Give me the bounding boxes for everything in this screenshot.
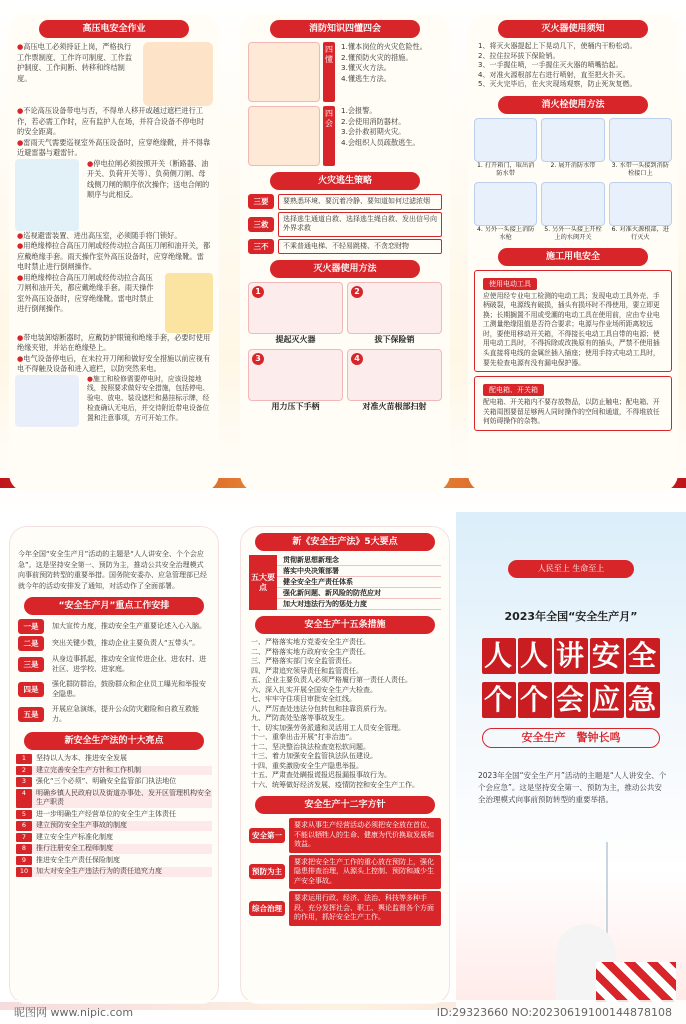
section-title: 高压电安全作业: [39, 20, 189, 38]
list-item: 7 建立安全生产标准化制度: [16, 833, 212, 843]
rule-item: 1、将灭火器提起上下晃动几下，使桶内干粉松动。: [478, 42, 637, 50]
policy-tag: 安全第一: [249, 828, 285, 843]
list-item: 1.会报警。: [341, 106, 377, 115]
measure-item: 四、严肃追究领导责任和监管责任。: [251, 666, 363, 675]
paragraph: 应使用经专业电工检测的电动工具；发现电动工具外壳、手柄破裂，电源线有破损，插头有损坏时不得使用，要立即更换；长期搁置不用或受潮的电动工具在使用前，应由专业电工测量绝缘阻值是否符合要求；电源与作业场所距离较远时，要使用移动开关箱，不得接长电动工具自带的电源；使用电动工具时，不得拆除或改换原有的插头，严禁不使用插头直接将电线的金属丝插入插座；使用手持式电动工具时，要先检查电源有没有漏电保护器。: [483, 291, 660, 367]
extinguisher-step: 1 提起灭火器: [248, 282, 343, 345]
worker-illustration: [143, 42, 213, 106]
cover-panel: [456, 512, 686, 1024]
measure-item: 八、严厉查处违法分包转包和挂靠资质行为。: [251, 704, 391, 713]
column-fire-knowledge: [240, 14, 450, 492]
section-title: 新《安全生产法》5大要点: [255, 533, 435, 551]
task-tag: 四是: [18, 682, 44, 697]
list-item: 6 建立预防安全生产事故的制度: [16, 821, 212, 831]
section-title: 消防知识四懂四会: [270, 20, 420, 38]
rule-item: 3、一手握住喷，一手握住灭火器的喷嘴拾起。: [478, 61, 623, 69]
measure-item: 一、严格落实地方党委安全生产责任。: [251, 638, 370, 646]
rule-item: 2、拉住拉环拔下保险销。: [478, 51, 560, 60]
list-item: 8 推行注册安全工程师制度: [16, 844, 212, 854]
five-points: [249, 555, 441, 610]
extinguisher-step: 2 拔下保险销: [347, 282, 442, 345]
paragraph: ●电气设备停电后，在未拉开刀闸和做好安全措施以前应视有电不得触及设备和进入遮栏，以防突然来电。: [17, 353, 211, 373]
task-tag: 三是: [18, 657, 44, 672]
section-title: 施工用电安全: [498, 248, 648, 266]
escape-text: 要熟悉环境、要沉着冷静、要知道如何过滤浓烟: [278, 194, 442, 210]
extinguisher-step: 3 用力压下手柄: [248, 349, 343, 412]
intro-paragraph: 今年全国“安全生产月”活动的主题是“人人讲安全、个个会应急”。这是坚持安全第一、预防为主，推动公共安全治理模式向事前预防转型的重要举措。国务院安委办、应急管理部已经就今年的活动安排发了通知，对活动作了全面部署。: [18, 550, 207, 590]
measure-item: 十三、着力加强安全监管执法队伍建设。: [251, 752, 377, 760]
measure-item: 十二、坚决整治执法检查宽松软问题。: [251, 742, 370, 751]
hydrant-step: 2. 展开消防水带: [541, 118, 604, 178]
paragraph: ●用绝缘棒拉合高压刀闸或经传动拉合高压刀闸和油开关，都应戴绝缘手套。雨天操作室外高压设备时，应穿绝缘靴。雷电时禁止进行倒闸操作。: [17, 241, 211, 271]
four-can-label: 四会: [323, 106, 335, 166]
measure-item: 十六、统筹做好经济发展、疫情防控和安全生产工作。: [251, 780, 419, 789]
hydrant-step: 1. 打开箱门，取出消防水带: [474, 118, 537, 178]
list-item: 2 建立完善安全生产方针和工作机制: [16, 766, 212, 776]
measure-item: 十一、重拳出击开展“打非治违”。: [251, 733, 357, 741]
column-high-voltage: [9, 14, 219, 492]
paragraph: ●不论高压设备带电与否，不得单人移开或越过遮栏进行工作，若必需工作时，应有监护人在场，并符合设备不停电时的安全距离。: [17, 106, 204, 136]
four-understand-label: 四懂: [323, 42, 335, 102]
subsection-tag: 配电箱、开关箱: [483, 384, 544, 396]
hydrant-step: 5. 另外一头接上开栓上的水阀开关: [541, 182, 604, 242]
point-item: 贯彻新思想新理念: [277, 555, 441, 566]
column-safety-month: [9, 526, 219, 1004]
watermark-right: ID:29323660 NO:20230619100144878108: [436, 1005, 672, 1019]
list-item: 4 明确乡镇人民政府以及街道办事处、发开区管理机构安全生产职责: [16, 789, 212, 808]
section-title: 安全生产十二字方针: [255, 796, 435, 814]
hydrant-step: 3. 水带一头接到消防栓接口上: [609, 118, 672, 178]
distribution-box: [474, 376, 672, 431]
cover-year-title: 2023年全国“安全生产月”: [504, 610, 638, 623]
cover-motto: 安全生产 警钟长鸣: [482, 728, 660, 748]
list-item: 5 进一步明确生产经营单位的安全生产主体责任: [16, 810, 212, 820]
task-text: 突出关键少数，推动企业主要负责人“五带头”。: [52, 638, 200, 647]
list-item: 9 推进安全生产责任保险制度: [16, 856, 212, 866]
measure-item: 六、深入扎实开展全国安全生产大检查。: [251, 685, 377, 694]
list-item: 2.懂预防火灾的措施。: [341, 52, 413, 62]
section-title: 消火栓使用方法: [498, 96, 648, 114]
watermark-bar: [0, 1000, 686, 1024]
watermark-left: 昵图网 www.nipic.com: [14, 1006, 134, 1019]
escape-text: 不乘普通电梯、不轻易跳楼、不贪恋财物: [278, 239, 442, 255]
extinguisher-step: 4 对准火苗根部扫射: [347, 349, 442, 412]
five-points-label: 五大要点: [249, 555, 277, 610]
list-item: 3 强化“三个必须”、明确安全监管部门执法地位: [16, 777, 212, 787]
hydrant-step: 6. 对准火源根部，进行灭火: [609, 182, 672, 242]
measure-item: 五、企业主要负责人必须严格履行第一责任人责任。: [251, 676, 412, 684]
slogan-banner: 人民至上 生命至上: [508, 560, 634, 578]
policy-tag: 预防为主: [249, 864, 285, 879]
highlights-list: [16, 754, 212, 877]
list-item: 3.会扑救初期火灾。: [341, 127, 406, 136]
rule-item: 5、灭火完毕后，在火灾现场观察，防止死灰复燃。: [478, 80, 637, 88]
measure-item: 七、牢牢守住项目审批安全红线。: [251, 695, 356, 703]
list-item: 3.懂灭火方法。: [341, 63, 391, 72]
paragraph: ●停电拉闸必须按照开关（断路器、油开关、负荷开关等）、负荷侧刀闸、母线侧刀闸的顺序依次操作；送电合闸的顺序与此相反。: [87, 158, 210, 199]
policy-text: 要求把安全生产工作的重心放在预防上，强化隐患排查治理，从源头上控制、预防和减少生产安全事故。: [289, 855, 441, 890]
escape-tag: 三要: [248, 194, 274, 209]
section-title: 火灾逃生策略: [270, 172, 420, 190]
paragraph: ●施工和检修需要停电时，应该设接地线，按照要求做好安全措施，包括停电、验电、放电、装设遮栏和悬挂标示牌，经检查确认无电后，并交待附近带电设备位置和注意事项，方可开始工作。: [87, 374, 210, 422]
task-text: 开展应急演练，提升公众防灾避险和自救互救能力。: [52, 705, 199, 723]
list-item: 4.会组织人员疏散逃生。: [341, 137, 420, 147]
policy-text: 要求从事生产经营活动必须把安全放在首位，不能以牺牲人的生命、健康为代价换取发展和效益。: [289, 818, 441, 853]
escape-text: 选择逃生通道自救、选择逃生绳自救、发出信号向外界求救: [278, 212, 442, 237]
cover-main-title-line2: 个 个 会 应 急: [483, 683, 658, 716]
policy-text: 要求运用行政、经济、法治、科技等多种手段，充分发挥社会、职工、舆论监督各个方面的作用，抓好安全生产工作。: [289, 891, 441, 926]
section-title: “安全生产月”重点工作安排: [24, 597, 204, 615]
measure-item: 三、严格落实部门安全监管责任。: [251, 657, 356, 665]
gloves-illustration: [165, 273, 213, 333]
sheet-bottom: [0, 512, 686, 1024]
measure-item: 十四、重奖激励安全生产隐患举报。: [251, 761, 363, 770]
power-plant-illustration: [15, 159, 79, 231]
task-text: 从身边事抓起，推动安全宣传进企业、进农村、进社区、进学校、进家庭。: [52, 655, 206, 673]
column-safety-law: [240, 526, 450, 1004]
paragraph: ●巡视避雷装置、进出高压室，必须随手将门锁好。: [17, 230, 182, 240]
rule-item: 4、对准火源根部左右进行喷射，直至把火扑灭。: [478, 70, 630, 79]
task-tag: 一是: [18, 619, 44, 634]
point-item: 健全安全生产责任体系: [277, 577, 441, 588]
paragraph: ●带电装卸熔断器时，应戴防护眼镜和绝缘手套，必要时使用绝缘夹钳，并站在绝缘垫上。: [17, 332, 211, 352]
task-tag: 二是: [18, 636, 44, 651]
section-title: 灭火器使用须知: [498, 20, 648, 38]
cover-paragraph: 2023年全国“安全生产月”活动的主题是“人人讲安全、个个会应急”。这是坚持安全第一、预防为主，推动公共安全治理模式向事前预防转型的重要举措。: [478, 771, 667, 804]
escape-tag: 三救: [248, 217, 274, 232]
task-text: 强化群防群治，鼓励群众和企业员工曝光和举报安全隐患。: [52, 680, 206, 698]
fire-scene-illustration: [248, 42, 320, 102]
list-item: 1 坚持以人为本、推进安全发展: [16, 754, 212, 764]
task-text: 加大宣传力度，推动安全生产重要论述入心入脑。: [52, 621, 206, 630]
section-title: 新安全生产法的十大亮点: [24, 732, 204, 750]
subsection-tag: 使用电动工具: [483, 278, 537, 290]
paragraph: ●用绝缘棒拉合高压刀闸或经传动拉合高压刀闸和油开关，都应戴绝缘手套。雨天操作室外高压设备时，应穿绝缘靴。雷电时禁止进行倒闸操作。: [17, 272, 154, 313]
list-item: 10 加大对安全生产违法行为的责任追究力度: [16, 867, 212, 877]
point-item: 落实中央决策部署: [277, 566, 441, 577]
fire-rescue-illustration: [248, 106, 320, 166]
list-item: 1.懂本岗位的火灾危险性。: [341, 42, 427, 51]
policy-tag: 综合治理: [249, 901, 285, 916]
barrier-illustration: [596, 962, 676, 1002]
measure-item: 十、切实加强劳务派遣和灵活用工人员安全管理。: [251, 723, 405, 732]
list-item: 4.懂逃生方法。: [341, 73, 391, 83]
escape-tag: 三不: [248, 239, 274, 254]
point-item: 强化新问题、新风险的防范应对: [277, 588, 441, 599]
hydrant-step: 4. 另外一头接上消防水枪: [474, 182, 537, 242]
paragraph: ●雷雨天气需要巡视室外高压设备时，应穿绝缘靴，并不得靠近避雷器与避雷针。: [17, 137, 211, 157]
measure-item: 二、严格落实地方政府安全生产责任。: [251, 647, 370, 656]
power-tools-box: [474, 270, 672, 373]
point-item: 加大对违法行为的惩处力度: [277, 599, 441, 610]
cover-main-title-line1: 人 人 讲 安 全: [483, 639, 658, 672]
meter-illustration: [15, 375, 79, 427]
measure-item: 十五、严肃查处瞒报谎报迟报漏报事故行为。: [251, 771, 391, 779]
paragraph: 配电箱、开关箱内不要存放物品，以防止触电；配电箱、开关箱周围要留足够两人同时操作的空间和通道，不得堆放任何妨碍操作的杂物。: [483, 398, 660, 426]
section-title: 灭火器使用方法: [270, 260, 420, 278]
measure-item: 九、严防高处坠落等事故发生。: [251, 714, 349, 722]
section-title: 安全生产十五条措施: [255, 616, 435, 634]
list-item: 2.会使用消防器材。: [341, 116, 406, 126]
task-tag: 五是: [18, 707, 44, 722]
column-extinguisher: [468, 14, 678, 492]
paragraph: ●高压电工必须持证上岗，严格执行工作票制度、工作许可制度、工作监护制度、工作间断、转移和终结制度。: [17, 42, 133, 83]
